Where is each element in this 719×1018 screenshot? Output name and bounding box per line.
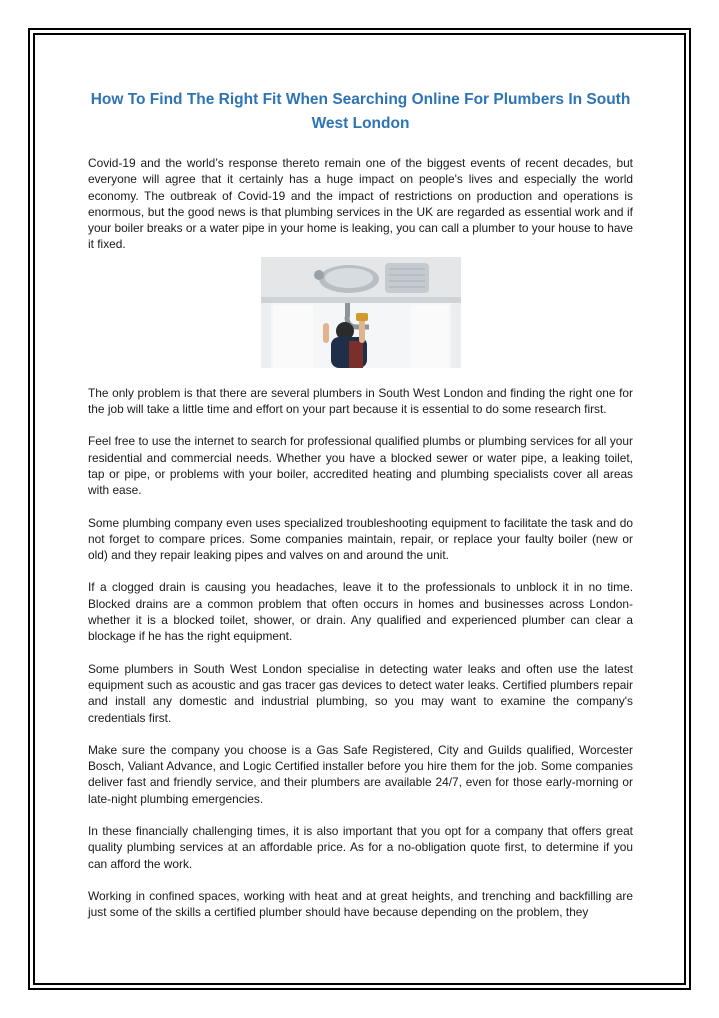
paragraph-8: In these financially challenging times, it is also important that you opt for a company that offers great quality plumbing services at an affordable price. As for a no-obligation quote first, to determine if you can afford the work. bbox=[88, 824, 633, 871]
paragraph-3: Feel free to use the internet to search for professional qualified plumbs or plumbing services for all your residential and commercial needs. Whether you have a blocked sewer or water pipe, a leaking toilet, tap or pipe, or problems with your boiler, accredited heating and plumbing specialists cover all areas with ease. bbox=[88, 434, 633, 498]
paragraph-7: Make sure the company you choose is a Gas Safe Registered, City and Guilds qualified, Worcester Bosch, Valiant Advance, and Logic Certified installer before you hire them for the job. Some companies deliver fast and friendly service, and their plumbers are available 24/7, even for those early-morning or late-night plumbing emergencies. bbox=[88, 742, 633, 806]
paragraph-5: If a clogged drain is causing you headaches, leave it to the professionals to unblock it in no time. Blocked drains are a common problem that often occurs in homes and businesses across London- whether it is a blocked toilet, shower, or drain. Any qualified and experienced plumber can clear a blockage if he has the right equipment. bbox=[88, 580, 633, 644]
paragraph-2: The only problem is that there are several plumbers in South West London and finding the right one for the job will take a little time and effort on your part because it is essential to do some research first. bbox=[88, 385, 633, 417]
paragraph-4: Some plumbing company even uses specialized troubleshooting equipment to facilitate the task and do not forget to compare prices. Some companies maintain, repair, or replace your faulty boiler (new or old) and they repair leaking pipes and valves on and around the unit. bbox=[88, 515, 633, 563]
paragraph-intro: Covid-19 and the world’s response thereto remain one of the biggest events of recent decades, but everyone will agree that it certainly has a huge impact on people's lives and especially the world economy. The outbreak of Covid-19 and the impact of restrictions on production and operations is enormous, but the good news is that plumbing services in the UK are regarded as essential work and if your boiler breaks or a water pipe in your home is leaking, you can call a plumber to your house to have it fixed. bbox=[88, 156, 633, 252]
paragraph-6: Some plumbers in South West London specialise in detecting water leaks and often use the latest equipment such as acoustic and gas tracer gas devices to detect water leaks. Certified plumbers repair and install any domestic and industrial plumbing, so you may want to examine the company's credentials first. bbox=[88, 661, 633, 725]
article-title: How To Find The Right Fit When Searching Online For Plumbers In South West London bbox=[90, 91, 631, 132]
plumber-under-sink-photo bbox=[261, 257, 461, 368]
paragraph-9: Working in confined spaces, working with heat and at great heights, and trenching and backfilling are just some of the skills a certified plumber should have because depending on the problem, they bbox=[88, 888, 633, 920]
plumber-illustration bbox=[261, 257, 461, 368]
article bbox=[88, 88, 633, 921]
